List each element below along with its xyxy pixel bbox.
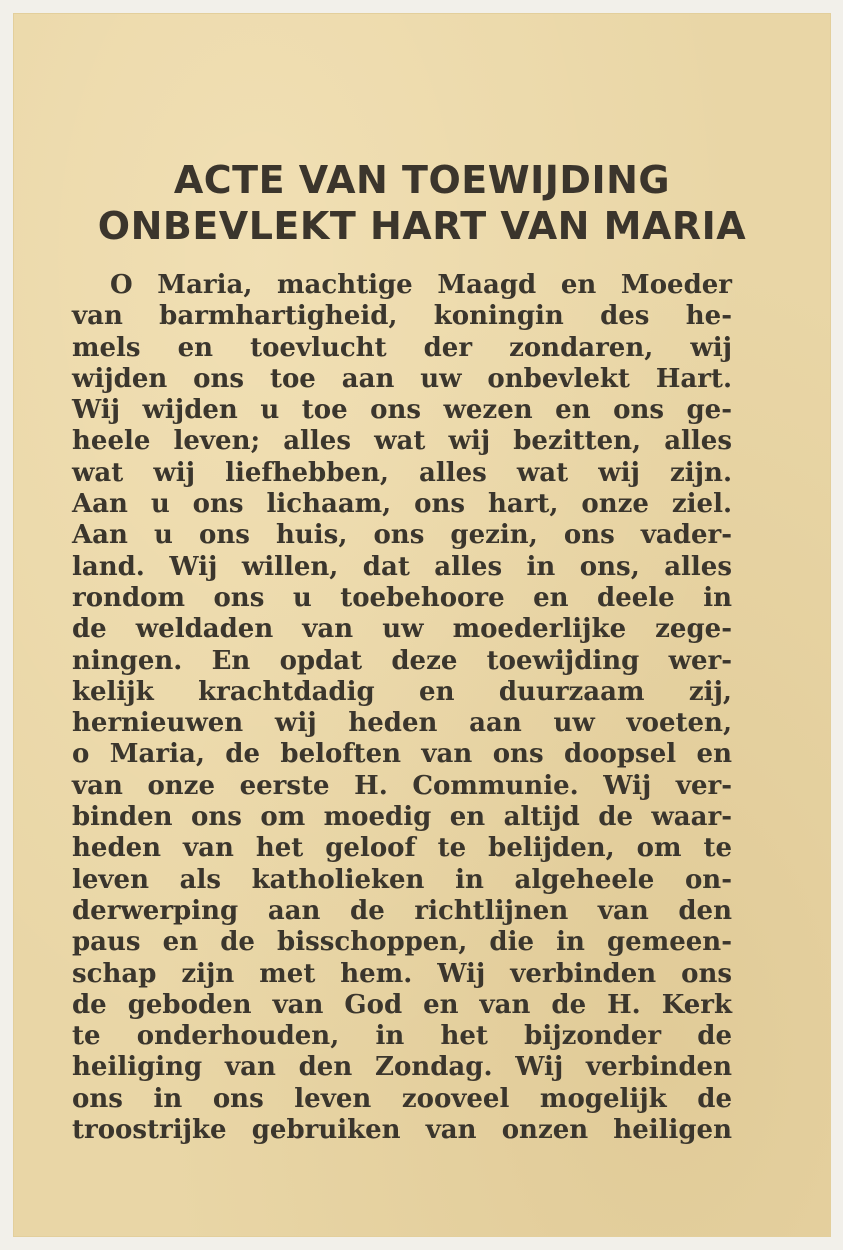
text-line: Wij wijden u toe ons wezen en ons ge-	[72, 395, 732, 426]
text-line: o Maria, de beloften van ons doopsel en	[72, 739, 732, 770]
text-line: schap zijn met hem. Wij verbinden ons	[72, 958, 732, 989]
text-line: derwerping aan de richtlijnen van den	[72, 895, 732, 926]
text-line: de weldaden van uw moederlijke zege-	[72, 614, 732, 645]
text-line: heden van het geloof te belijden, om te	[72, 833, 732, 864]
text-line: heele leven; alles wat wij bezitten, alles	[72, 426, 732, 457]
text-line: rondom ons u toebehoore en deele in	[72, 582, 732, 613]
text-line: te onderhouden, in het bijzonder de	[72, 1021, 732, 1052]
text-line: hernieuwen wij heden aan uw voeten,	[72, 708, 732, 739]
title-line-1: ACTE VAN TOEWIJDING	[173, 158, 671, 202]
text-line: O Maria, machtige Maagd en Moeder	[110, 270, 732, 300]
text-line: heiliging van den Zondag. Wij verbinden	[72, 1052, 732, 1083]
text-line: binden ons om moedig en altijd de waar-	[72, 802, 732, 833]
text-line: ningen. En opdat deze toewijding wer-	[72, 645, 732, 676]
text-line: troostrijke gebruiken van onzen heiligen	[72, 1115, 732, 1146]
prayer-text	[72, 270, 732, 1146]
paper-sheet	[14, 14, 830, 1236]
text-line: van barmhartigheid, koningin des he-	[72, 301, 732, 332]
text-line: paus en de bisschoppen, die in gemeen-	[72, 927, 732, 958]
text-line: Aan u ons lichaam, ons hart, onze ziel.	[72, 489, 732, 520]
text-line: land. Wij willen, dat alles in ons, alles	[72, 551, 732, 582]
text-line: van onze eerste H. Communie. Wij ver-	[72, 770, 732, 801]
text-line: wijden ons toe aan uw onbevlekt Hart.	[72, 363, 732, 394]
title-line-2: ONBEVLEKT HART VAN MARIA	[97, 204, 747, 248]
text-line: wat wij liefhebben, alles wat wij zijn.	[72, 457, 732, 488]
text-line: kelijk krachtdadig en duurzaam zij,	[72, 676, 732, 707]
text-line: Aan u ons huis, ons gezin, ons vader-	[72, 520, 732, 551]
document-title	[14, 157, 830, 249]
text-line: leven als katholieken in algeheele on-	[72, 864, 732, 895]
text-line: mels en toevlucht der zondaren, wij	[72, 332, 732, 363]
text-line: ons in ons leven zooveel mogelijk de	[72, 1083, 732, 1114]
text-line: de geboden van God en van de H. Kerk	[72, 989, 732, 1020]
